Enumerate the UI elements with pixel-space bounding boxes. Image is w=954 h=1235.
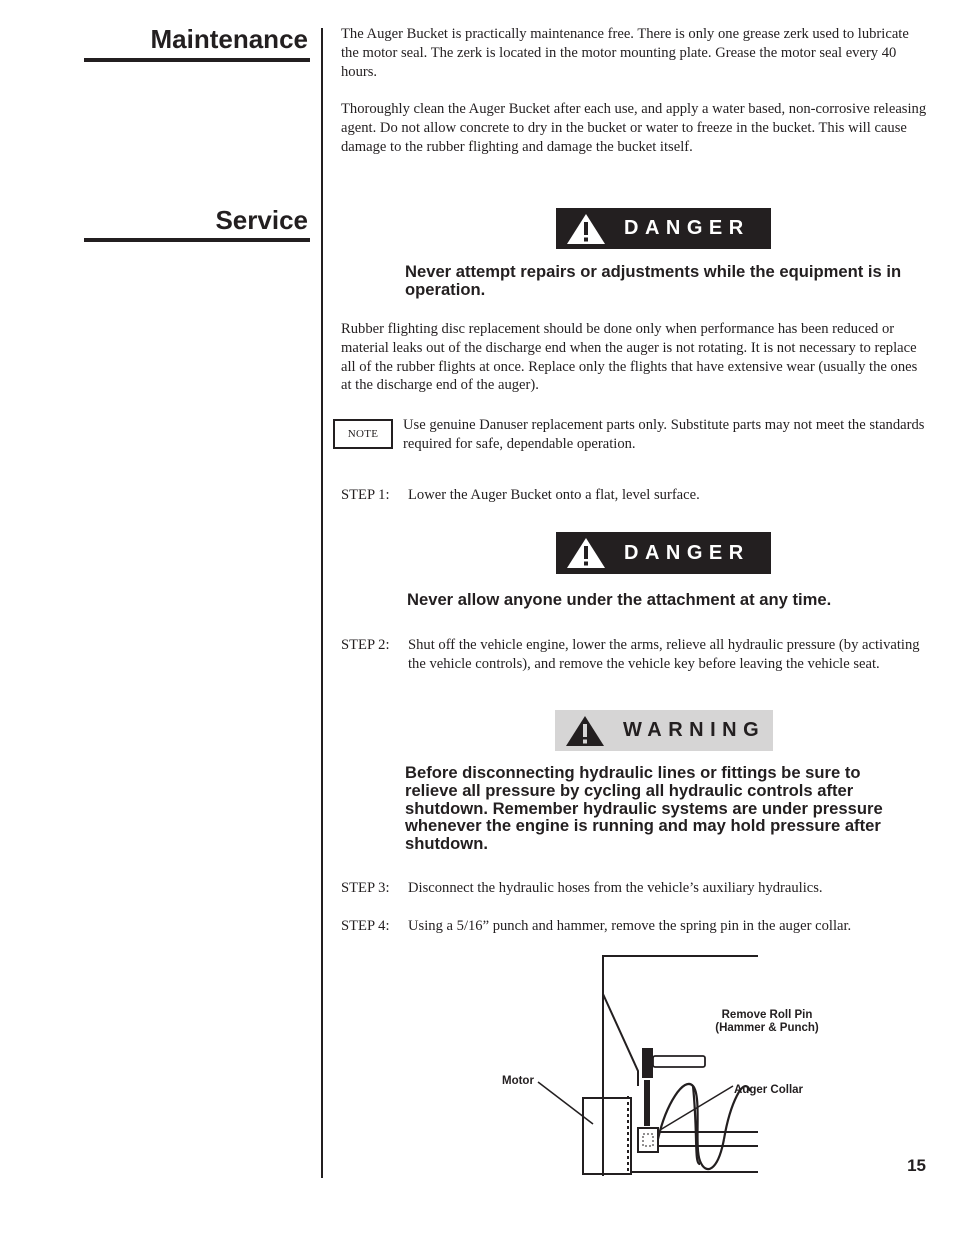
motor-label: Motor [502, 1075, 534, 1087]
punch [644, 1080, 650, 1126]
step-text: Using a 5/16” punch and hammer, remove the spring pin in the auger collar. [408, 918, 852, 934]
step-text: Shut off the vehicle engine, lower the arms, relieve all hydraulic pressure (by activating the vehicle controls), and remove the vehicle key before leaving the vehicle seat. [408, 637, 920, 672]
step-number: STEP 1: [341, 487, 390, 503]
warning-sign-label: WARNING [623, 719, 766, 741]
maintenance-paragraph-2: Thoroughly clean the Auger Bucket after each use, and apply a water based, non-corrosive releasing agent. Do not allow concrete to dry in the bucket or water to freeze in the bucket. This will cause damage to the rubber flighting and damage the bucket itself. [341, 101, 927, 155]
service-paragraph: Rubber flighting disc replacement should be done only when performance has been reduced or material leaks out of the discharge end when the auger is not rotating. It is not necessary to replace all of the rubber flights at once. Replace only the flights that have extensive wear (usually the ones at the discharge end of the auger). [341, 321, 918, 394]
warning-triangle-icon [565, 714, 605, 748]
column-divider [321, 28, 323, 1178]
step-number: STEP 4: [341, 918, 390, 934]
maintenance-heading-rule [84, 58, 310, 62]
step-text: Lower the Auger Bucket onto a flat, level surface. [408, 487, 700, 503]
maintenance-heading: Maintenance [150, 24, 308, 54]
danger-sign-label: DANGER [624, 217, 750, 239]
step-3 [341, 879, 927, 898]
warning-sign [555, 710, 773, 751]
step-number: STEP 3: [341, 880, 390, 896]
warning-message: Before disconnecting hydraulic lines or fittings be sure to relieve all pressure by cycling all hydraulic controls after shutdown. Remember hydraulic systems are under pressure whenever the engine is running and may hold pressure after shutdown. [405, 763, 883, 854]
warning-triangle-icon [566, 536, 606, 570]
step-4 [341, 917, 927, 936]
maintenance-paragraph-1: The Auger Bucket is practically maintenance free. There is only one grease zerk used to lubricate the motor seal. The zerk is located in the motor mounting plate. Grease the motor seal every 40 hours. [341, 26, 909, 80]
warning-triangle-icon [566, 212, 606, 246]
auger-collar-figure [488, 946, 840, 1182]
service-heading: Service [215, 205, 308, 235]
note-badge: NOTE [333, 419, 393, 449]
step-number: STEP 2: [341, 637, 390, 653]
danger-message: Never attempt repairs or adjustments while the equipment is in operation. [405, 262, 902, 299]
page-number: 15 [907, 1156, 926, 1175]
step-text: Disconnect the hydraulic hoses from the vehicle’s auxiliary hydraulics. [408, 880, 823, 896]
note-text: Use genuine Danuser replacement parts only. Substitute parts may not meet the standards required for safe, dependable operation. [403, 417, 925, 452]
danger-sign [556, 208, 771, 249]
auger-collar-label: Auger Collar [734, 1084, 804, 1096]
remove-pin-label: Remove Roll Pin [721, 1009, 813, 1021]
remove-pin-sublabel: (Hammer & Punch) [715, 1022, 819, 1034]
danger-message: Never allow anyone under the attachment at any time. [407, 590, 832, 609]
step-1 [341, 486, 927, 505]
auger-collar [638, 1128, 658, 1152]
service-heading-rule [84, 238, 310, 242]
danger-sign [556, 532, 771, 574]
danger-sign-label: DANGER [624, 541, 750, 564]
step-2 [341, 636, 927, 674]
